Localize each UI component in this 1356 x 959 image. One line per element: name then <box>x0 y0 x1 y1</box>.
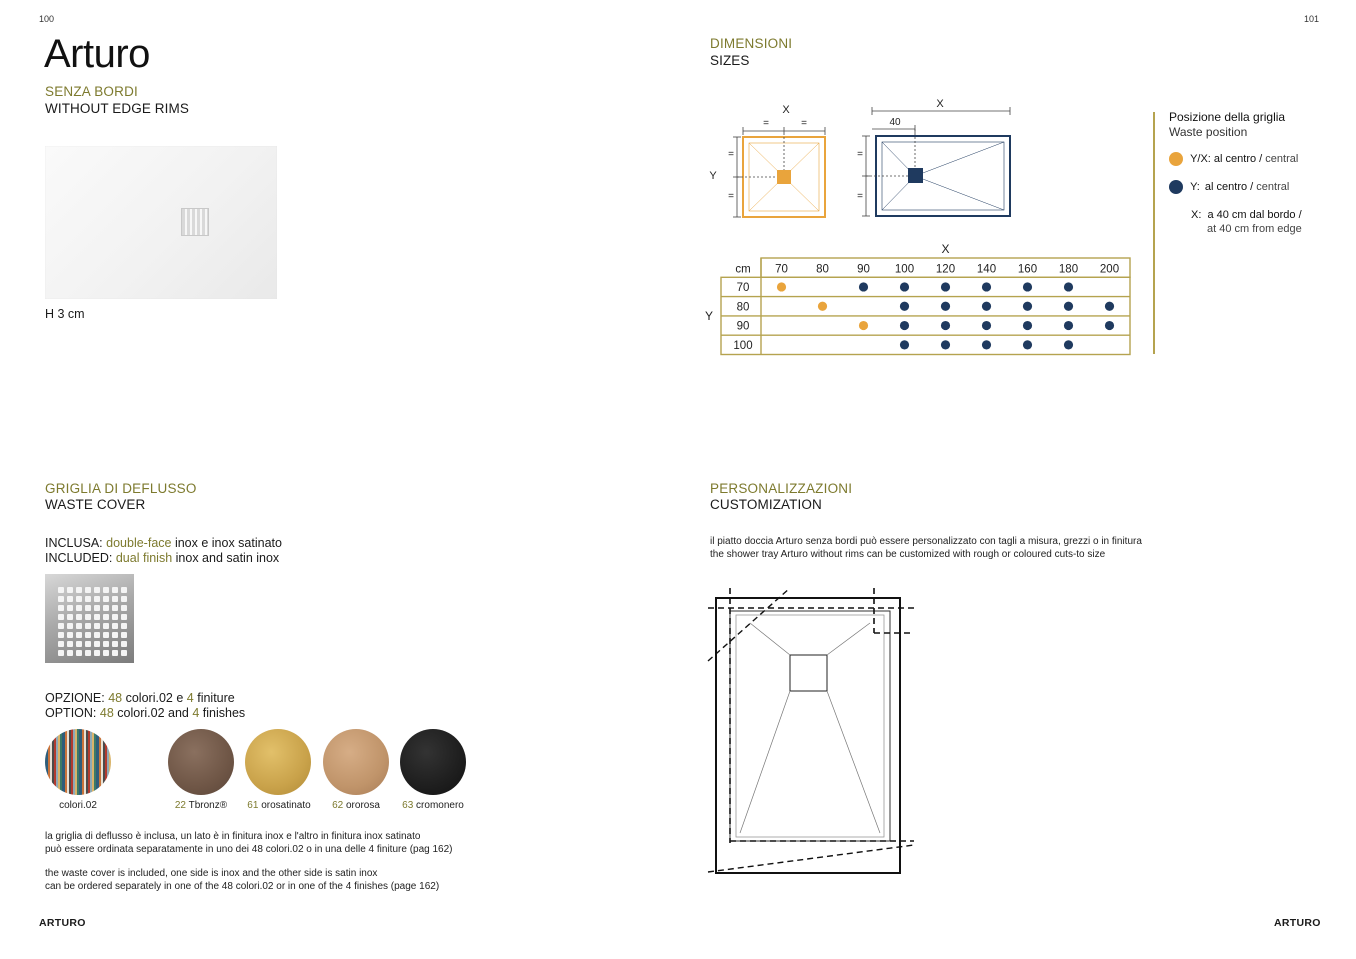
cover-hole <box>85 605 91 611</box>
legend-divider <box>1153 112 1155 354</box>
cover-hole <box>85 614 91 620</box>
rect-x-label: X <box>936 98 944 110</box>
cover-hole <box>94 587 100 593</box>
option-en-finish-count: 4 <box>192 706 200 720</box>
cover-hole <box>58 614 64 620</box>
height-note: H 3 cm <box>45 307 85 321</box>
cover-hole <box>103 623 109 629</box>
shower-tray-image <box>45 146 277 299</box>
cover-hole <box>58 632 64 638</box>
size-table <box>705 238 1150 358</box>
cover-hole <box>103 587 109 593</box>
cover-hole <box>58 587 64 593</box>
footer-right: ARTURO <box>1274 917 1321 929</box>
cover-hole <box>112 623 118 629</box>
option-en-label: OPTION: <box>45 706 97 720</box>
size-dot-y-central <box>941 282 950 291</box>
size-dot-y-central <box>859 282 868 291</box>
cover-hole <box>85 650 91 656</box>
size-dot-y-central <box>1064 321 1073 330</box>
rect-offset-label: 40 <box>889 117 901 128</box>
cover-hole <box>67 641 73 647</box>
cover-hole <box>112 587 118 593</box>
cover-hole <box>103 614 109 620</box>
waste-note-it-1: la griglia di deflusso è inclusa, un lato è in finitura inox e l'altro in finitura inox satinato <box>45 831 421 842</box>
table-row-header: 70 <box>736 281 750 294</box>
blue-dot-icon <box>1169 180 1183 194</box>
cover-hole <box>76 605 82 611</box>
waste-cover-heading-it: GRIGLIA DI DEFLUSSO <box>45 481 197 496</box>
size-dot-central <box>777 282 786 291</box>
cover-hole <box>121 587 127 593</box>
cover-hole <box>94 650 100 656</box>
size-dot-y-central <box>1023 340 1032 349</box>
size-dot-y-central <box>982 321 991 330</box>
size-dot-y-central <box>1023 302 1032 311</box>
table-y-label: Y <box>705 308 714 323</box>
swatch-label-cromonero: 63 cromonero <box>402 800 464 811</box>
cover-hole <box>103 605 109 611</box>
option-it <box>45 691 235 706</box>
cover-hole <box>103 632 109 638</box>
table-column-header: 180 <box>1058 263 1079 276</box>
waste-note-en-1: the waste cover is included, one side is inox and the other side is satin inox <box>45 868 378 879</box>
cover-hole <box>112 596 118 602</box>
size-diagrams <box>700 95 1030 230</box>
size-dot-y-central <box>1105 321 1114 330</box>
table-column-header: 200 <box>1099 263 1120 276</box>
size-dot-y-central <box>941 321 950 330</box>
included-en-label: INCLUDED: <box>45 551 113 565</box>
waste-cover-heading-en: WASTE COVER <box>45 497 146 512</box>
cover-hole <box>67 614 73 620</box>
cover-hole <box>58 596 64 602</box>
square-y-label: Y <box>709 170 717 182</box>
legend-item-y-center: Y: al centro / central <box>1169 180 1289 194</box>
included-it <box>45 536 282 551</box>
cover-hole <box>76 623 82 629</box>
cover-hole <box>112 641 118 647</box>
size-dot-y-central <box>900 302 909 311</box>
cover-hole <box>67 623 73 629</box>
swatch-label-orosatinato: 61 orosatinato <box>247 800 311 811</box>
swatch-label-tbronz: 22 Tbronz® <box>174 800 228 811</box>
square-eq-right: = <box>801 118 807 129</box>
customization-diagram <box>700 583 925 883</box>
cover-hole <box>121 641 127 647</box>
cover-hole <box>85 641 91 647</box>
size-dot-central <box>859 321 868 330</box>
size-dot-y-central <box>1064 302 1073 311</box>
option-it-colors: colori.02 e <box>125 691 184 705</box>
customization-text-it: il piatto doccia Arturo senza bordi può essere personalizzato con tagli a misura, grezzi o in finitura <box>710 536 1142 547</box>
cover-hole <box>67 650 73 656</box>
cover-hole <box>112 605 118 611</box>
cover-hole <box>67 605 73 611</box>
size-dot-y-central <box>1064 282 1073 291</box>
size-dot-y-central <box>941 340 950 349</box>
rect-eq-bottom: = <box>857 191 863 202</box>
cover-hole <box>121 623 127 629</box>
table-row-header: 80 <box>736 301 750 314</box>
cover-hole <box>76 596 82 602</box>
size-dot-y-central <box>1064 340 1073 349</box>
size-dot-y-central <box>900 340 909 349</box>
included-it-highlight: double-face <box>106 536 172 550</box>
cover-hole <box>112 614 118 620</box>
option-it-finish-count: 4 <box>186 691 194 705</box>
table-row-header: 90 <box>736 320 750 333</box>
cover-hole <box>112 632 118 638</box>
option-it-count: 48 <box>108 691 123 705</box>
subtitle-en: WITHOUT EDGE RIMS <box>45 101 189 116</box>
footer-left: ARTURO <box>39 917 86 929</box>
cover-hole <box>103 596 109 602</box>
table-column-header: 160 <box>1017 263 1038 276</box>
table-column-header: 90 <box>857 263 870 276</box>
option-en-finishes: finishes <box>202 706 246 720</box>
table-row-header: 100 <box>733 339 753 352</box>
rect-eq-top: = <box>857 149 863 160</box>
cover-hole <box>67 632 73 638</box>
swatch-ororosa <box>323 729 389 795</box>
cover-hole <box>76 650 82 656</box>
customization-heading-en: CUSTOMIZATION <box>710 497 822 512</box>
cover-hole <box>67 587 73 593</box>
page-number-left: 100 <box>39 14 55 24</box>
swatch-tbronz <box>168 729 234 795</box>
cover-hole <box>85 587 91 593</box>
square-eq-bottom: = <box>728 191 734 202</box>
table-unit: cm <box>735 263 751 276</box>
cover-hole <box>76 614 82 620</box>
legend-x-note: X: a 40 cm dal bordo / <box>1191 209 1302 221</box>
swatch-orosatinato <box>245 729 311 795</box>
option-en-colors: colori.02 and <box>117 706 189 720</box>
swatch-label-colori02: colori.02 <box>59 800 97 811</box>
cover-hole <box>58 623 64 629</box>
orange-dot-icon <box>1169 152 1183 166</box>
cover-hole <box>121 632 127 638</box>
square-eq-left: = <box>763 118 769 129</box>
legend-title-it: Posizione della griglia <box>1169 110 1286 124</box>
included-it-label: INCLUSA: <box>45 536 103 550</box>
table-column-header: 100 <box>894 263 915 276</box>
swatch-label-ororosa: 62 ororosa <box>332 800 380 811</box>
cover-hole <box>85 632 91 638</box>
product-title: Arturo <box>44 32 150 76</box>
option-it-label: OPZIONE: <box>45 691 105 705</box>
included-it-rest: inox e inox satinato <box>174 536 282 550</box>
option-en-count: 48 <box>99 706 114 720</box>
cover-hole <box>121 650 127 656</box>
swatch-cromonero <box>400 729 466 795</box>
legend-item-center: Y/X: al centro / central <box>1169 152 1298 166</box>
cover-hole <box>67 596 73 602</box>
cover-hole <box>85 596 91 602</box>
customization-heading-it: PERSONALIZZAZIONI <box>710 481 853 496</box>
size-dot-y-central <box>982 302 991 311</box>
cover-hole <box>76 641 82 647</box>
cover-hole <box>94 596 100 602</box>
size-dot-y-central <box>1023 321 1032 330</box>
waste-note-en-2: can be ordered separately in one of the 48 colori.02 or in one of the 4 finishes (page 162) <box>45 881 440 892</box>
legend-title-en: Waste position <box>1169 125 1248 139</box>
cover-hole <box>58 641 64 647</box>
cover-hole <box>121 605 127 611</box>
cover-hole <box>94 641 100 647</box>
waste-note-it-2: può essere ordinata separatamente in uno dei 48 colori.02 o in una delle 4 finiture (pag 162) <box>45 844 453 855</box>
table-column-header: 120 <box>935 263 956 276</box>
cover-hole <box>58 605 64 611</box>
tray-drain-grate <box>181 208 209 236</box>
cover-hole <box>112 650 118 656</box>
cover-hole <box>94 632 100 638</box>
size-dot-y-central <box>900 282 909 291</box>
cover-hole <box>85 623 91 629</box>
table-column-header: 80 <box>816 263 829 276</box>
cover-hole <box>94 623 100 629</box>
square-x-label: X <box>782 104 790 116</box>
legend-x-note-en: at 40 cm from edge <box>1207 223 1302 235</box>
rect-tray-diagram <box>857 98 1010 216</box>
cover-hole <box>76 587 82 593</box>
included-en-highlight: dual finish <box>115 551 173 565</box>
cover-hole <box>103 650 109 656</box>
size-dot-y-central <box>900 321 909 330</box>
cover-hole <box>103 641 109 647</box>
page-number-right: 101 <box>1304 14 1320 24</box>
cover-hole <box>94 614 100 620</box>
table-column-header: 70 <box>775 263 788 276</box>
size-dot-y-central <box>941 302 950 311</box>
size-dot-central <box>818 302 827 311</box>
size-dot-y-central <box>1105 302 1114 311</box>
dimensions-heading-en: SIZES <box>710 53 750 68</box>
table-x-label: X <box>941 242 950 256</box>
cover-hole <box>121 614 127 620</box>
option-en <box>45 706 245 721</box>
waste-cover-image <box>45 574 134 663</box>
size-dot-y-central <box>982 282 991 291</box>
cover-hole <box>94 605 100 611</box>
included-en-rest: inox and satin inox <box>175 551 280 565</box>
swatch-colori02 <box>45 729 111 795</box>
cover-hole <box>76 632 82 638</box>
dimensions-heading-it: DIMENSIONI <box>710 36 793 51</box>
square-eq-top: = <box>728 149 734 160</box>
cover-hole <box>121 596 127 602</box>
option-it-finishes: finiture <box>197 691 235 705</box>
cover-hole <box>58 650 64 656</box>
customization-text-en: the shower tray Arturo without rims can be customized with rough or coloured cuts-to size <box>710 549 1106 560</box>
square-tray-diagram <box>709 104 825 217</box>
table-column-header: 140 <box>976 263 997 276</box>
size-dot-y-central <box>982 340 991 349</box>
included-en <box>45 551 279 566</box>
subtitle-it: SENZA BORDI <box>45 84 138 99</box>
size-dot-y-central <box>1023 282 1032 291</box>
